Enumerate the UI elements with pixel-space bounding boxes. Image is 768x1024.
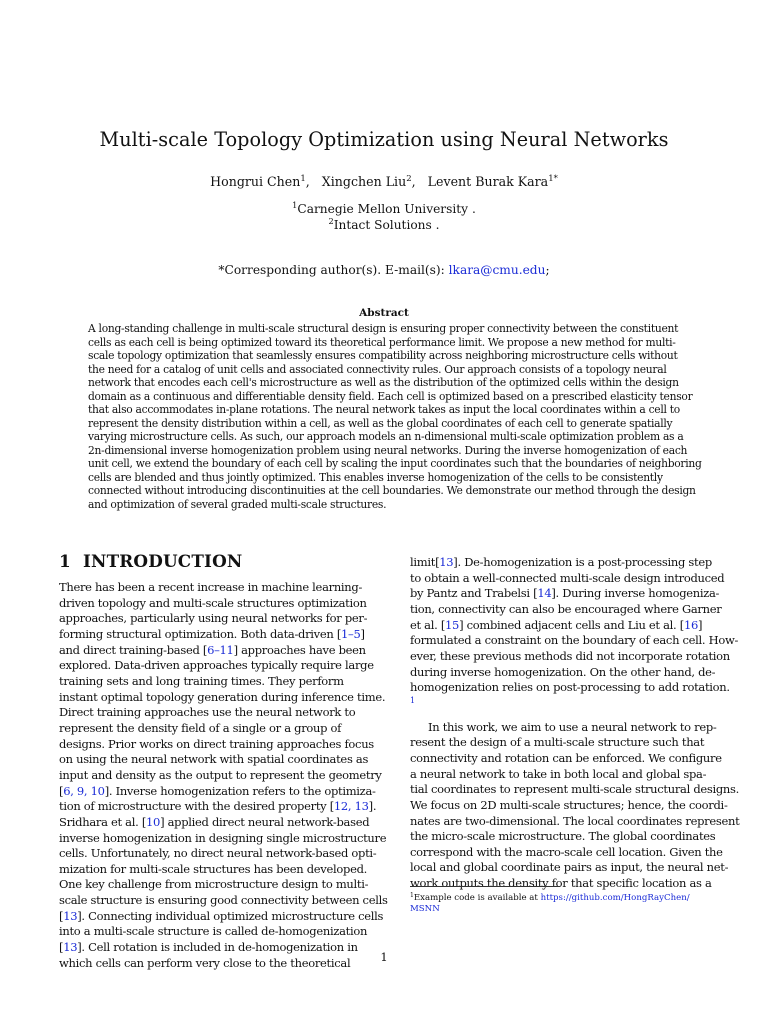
author-affiliation-mark: 1*	[548, 174, 558, 184]
email-link[interactable]: lkara@cmu.edu	[448, 263, 546, 277]
page-number: 1	[380, 950, 388, 964]
paragraph	[410, 555, 739, 696]
text-line: represent the density field of a single or a group of	[59, 720, 342, 735]
abstract-line: connected without introducing discontinuities at the cell boundaries. We demonstrate our method through the design	[88, 484, 696, 497]
citation-link[interactable]: 16	[683, 617, 698, 632]
text-line: explored. Data-driven approaches typically require large	[59, 658, 374, 673]
text-line: [13]. Cell rotation is included in de-homogenization in	[59, 940, 358, 955]
abstract-line: cells are blended and thus jointly optimized. This enables inverse homogenization of the cells to be consistently	[88, 470, 663, 484]
footnote-mark[interactable]: 1	[410, 695, 415, 705]
author-affiliation-mark: 2	[406, 174, 412, 184]
footnote-url[interactable]: https://github.com/HongRayChen/	[540, 893, 690, 903]
corresponding-author	[0, 263, 768, 277]
citation-link[interactable]: 12, 13	[333, 799, 369, 814]
abstract-line: the need for a catalog of unit cells and associated connectivity rules. Our approach consists of a topology neural	[88, 362, 667, 376]
citation-link[interactable]: 6–11	[207, 642, 234, 657]
text-line: work outputs the density for that specific location as a	[410, 876, 712, 891]
corresponding-suffix: ;	[545, 263, 550, 277]
abstract-line: that also accommodates in-plane rotations. The neural network takes as input the local coordinates within a cell to	[88, 403, 680, 416]
text-line: Direct training approaches use the neural network to	[59, 705, 356, 720]
text-line: connectivity and rotation can be enforced. We configure	[410, 750, 722, 765]
text-line: We focus on 2D multi-scale structures; hence, the coordi-	[410, 797, 728, 812]
footnote-number: 1	[410, 892, 414, 899]
text-line: [6, 9, 10]. Inverse homogenization refers to the optimiza-	[59, 783, 376, 798]
text-line: local and global coordinate pairs as input, the neural net-	[410, 860, 729, 875]
abstract-line: cells as each cell is being optimized toward its theoretical performance limit. We propose a new method for multi-	[88, 335, 676, 349]
abstract-line: unit cell, we extend the boundary of each cell by scaling the input coordinates such that the boundaries of neighboring	[88, 457, 702, 470]
abstract-line: scale topology optimization that seamlessly ensures compatibility across neighboring microstructure cells without	[88, 349, 678, 362]
affiliation	[0, 218, 768, 232]
text-line: training sets and long training times. They perform	[59, 673, 344, 688]
abstract-line: 2n-dimensional inverse homogenization problem using neural networks. During the inverse homogenization of each	[88, 443, 688, 457]
author-name: Levent Burak Kara	[427, 174, 549, 189]
abstract-line: domain as a continuous and differentiable density field. Each cell is optimized based on a prescribed elasticity tensor	[88, 389, 693, 403]
paper-title: Multi-scale Topology Optimization using Neural Networks	[99, 128, 669, 151]
section-number: 1	[59, 551, 71, 571]
author-name: Hongrui Chen	[210, 174, 301, 189]
citation-link[interactable]: 14	[537, 586, 552, 601]
text-line: [13]. Connecting individual optimized microstructure cells	[59, 908, 384, 923]
text-line: on using the neural network with spatial coordinates as	[59, 752, 369, 767]
text-line: tion, connectivity can also be encouraged where Garner	[410, 601, 722, 616]
text-line: ever, these previous methods did not incorporate rotation	[410, 648, 730, 663]
text-line: limit[13]. De-homogenization is a post-processing step	[410, 555, 712, 569]
text-line: formulated a constraint on the boundary of each cell. How-	[410, 633, 739, 648]
text-line: tion of microstructure with the desired property [12, 13].	[59, 799, 377, 814]
left-column	[59, 580, 388, 971]
text-line: homogenization relies on post-processing to add rotation.	[410, 680, 730, 695]
text-line: mization for multi-scale structures has been developed.	[59, 861, 367, 876]
citation-link[interactable]: 13	[63, 908, 78, 923]
affiliation-text: Intact Solutions .	[333, 218, 440, 232]
author-name: Xingchen Liu	[321, 174, 407, 189]
citation-link[interactable]: 13	[439, 555, 454, 569]
abstract-line: varying microstructure cells. As such, our approach models an n-dimensional multi-scale optimization problem as a	[88, 430, 684, 443]
text-line: driven topology and multi-scale structures optimization	[59, 595, 367, 610]
footnote-url-continued[interactable]: MSNN	[410, 904, 440, 914]
text-line: et al. [15] combined adjacent cells and Liu et al. [16]	[410, 617, 703, 632]
text-line: into a multi-scale structure is called de-homogenization	[59, 924, 368, 939]
text-line: There has been a recent increase in machine learning-	[59, 580, 363, 594]
abstract-line: network that encodes each cell's microstructure as well as the distribution of the optimized cells within the design	[88, 376, 679, 389]
text-line: Sridhara et al. [10] applied direct neural network-based	[59, 814, 370, 829]
text-line: by Pantz and Trabelsi [14]. During inverse homogeniza-	[410, 586, 720, 601]
text-line: the micro-scale microstructure. The global coordinates	[410, 829, 716, 844]
abstract-heading: Abstract	[359, 307, 409, 319]
text-line: inverse homogenization in designing single microstructure	[59, 830, 387, 845]
text-line: which cells can perform very close to the theoretical	[59, 955, 351, 970]
citation-link[interactable]: 10	[146, 814, 161, 829]
affiliation-text: Carnegie Mellon University .	[297, 202, 476, 216]
text-line: forming structural optimization. Both data-driven [1–5]	[59, 626, 365, 641]
text-line: cells. Unfortunately, no direct neural network-based opti-	[59, 846, 377, 861]
text-line: One key challenge from microstructure design to multi-	[59, 877, 369, 892]
text-line: a neural network to take in both local and global spa-	[410, 766, 707, 781]
text-line: resent the design of a multi-scale structure such that	[410, 735, 705, 750]
author-affiliation-mark: 1	[300, 174, 306, 184]
text-line: nates are two-dimensional. The local coordinates represent	[410, 813, 740, 828]
text-line: In this work, we aim to use a neural network to rep-	[428, 719, 717, 734]
affiliation-mark: 2	[328, 216, 334, 226]
abstract-body	[88, 322, 700, 511]
text-line: designs. Prior works on direct training approaches focus	[59, 736, 374, 751]
footnote	[410, 893, 732, 915]
citation-link[interactable]: 15	[445, 617, 460, 632]
paragraph	[410, 719, 740, 892]
text-line: to obtain a well-connected multi-scale design introduced	[410, 570, 725, 585]
text-line: and direct training-based [6–11] approaches have been	[59, 642, 366, 657]
text-line: tial coordinates to represent multi-scale structural designs.	[410, 782, 739, 797]
section-heading	[59, 551, 242, 571]
citation-link[interactable]: 1–5	[341, 626, 361, 641]
footnote-rule	[410, 886, 560, 887]
abstract-line: represent the density distribution within a cell, as well as the global coordinates of each cell to generate spatially	[88, 416, 673, 430]
affiliation	[0, 202, 768, 216]
text-line: correspond with the macro-scale cell location. Given the	[410, 844, 723, 859]
citation-link[interactable]: 13	[63, 940, 78, 955]
abstract-line: A long-standing challenge in multi-scale structural design is ensuring proper connectivity between the constituent	[88, 322, 679, 335]
section-title: INTRODUCTION	[82, 551, 243, 571]
author-list: Hongrui Chen$^1$, Xingchen Liu$^2$, Levent Burak Kara$^{1*}$	[210, 174, 558, 189]
text-line: instant optimal topology generation during inference time.	[59, 689, 386, 704]
footnote-text: Example code is available at	[413, 893, 541, 903]
text-line: during inverse homogenization. On the other hand, de-	[410, 664, 716, 679]
text-line: approaches, particularly using neural networks for per-	[59, 611, 368, 626]
citation-link[interactable]: 6, 9, 10	[63, 783, 105, 798]
abstract-line: and optimization of several graded multi-scale structures.	[88, 497, 387, 511]
text-line: scale structure is ensuring good connectivity between cells	[59, 893, 388, 908]
right-column	[410, 555, 740, 892]
text-line: input and density as the output to represent the geometry	[59, 767, 382, 782]
affiliation-mark: 1	[292, 200, 298, 210]
corresponding-prefix: *Corresponding author(s). E-mail(s):	[218, 263, 449, 277]
